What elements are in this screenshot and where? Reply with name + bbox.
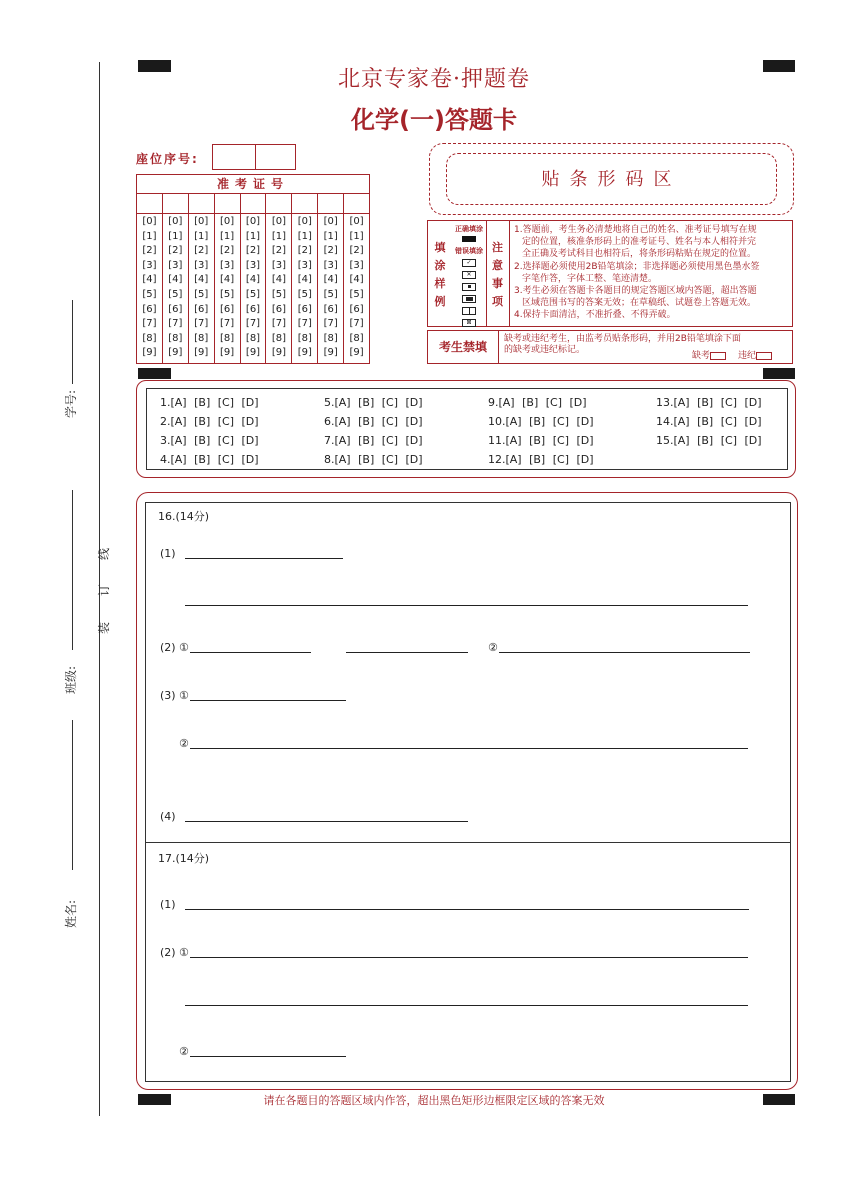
exam-id-digit-bubble[interactable]: [5] bbox=[220, 288, 235, 300]
exam-id-digit-bubble[interactable]: [9] bbox=[168, 347, 183, 359]
seat-number-box[interactable] bbox=[212, 144, 296, 170]
exam-id-digit-bubble[interactable]: [9] bbox=[297, 347, 312, 359]
exam-id-digit-bubble[interactable]: [6] bbox=[297, 303, 312, 315]
vertical-label-char: 填 bbox=[434, 241, 446, 254]
exam-id-digit-bubble[interactable]: [0] bbox=[349, 216, 364, 227]
exam-id-digit-bubble[interactable]: [2] bbox=[349, 245, 364, 257]
choice-question-12[interactable]: 12.[A] [B] [C] [D] bbox=[488, 453, 594, 466]
exam-id-digit-bubble[interactable]: [8] bbox=[142, 332, 157, 344]
q16-part2-answer-line-1[interactable] bbox=[190, 652, 311, 653]
exam-id-digit-bubble[interactable]: [2] bbox=[168, 245, 183, 257]
exam-id-digit-bubble[interactable]: [7] bbox=[168, 318, 183, 330]
q17-title: 17.(14分) bbox=[158, 852, 210, 865]
exam-id-digit-bubble[interactable]: [9] bbox=[271, 347, 286, 359]
exam-id-column bbox=[266, 193, 292, 363]
exam-id-digit-bubble[interactable]: [8] bbox=[271, 332, 286, 344]
forbidden-label: 考生禁填 bbox=[428, 331, 499, 363]
exam-id-column bbox=[189, 193, 215, 363]
forbidden-text-2: 的缺考或违纪标记。 bbox=[504, 345, 586, 355]
exam-id-digit-bubble[interactable]: [7] bbox=[297, 318, 312, 330]
exam-id-digit-bubble[interactable]: [2] bbox=[220, 245, 235, 257]
name-line bbox=[72, 720, 73, 870]
exam-id-digit-options bbox=[189, 215, 214, 361]
wrong-line-icon bbox=[462, 307, 476, 315]
exam-id-grid bbox=[136, 174, 370, 364]
exam-id-digit-bubble[interactable]: [0] bbox=[220, 216, 235, 227]
exam-id-write-cell[interactable] bbox=[344, 193, 369, 214]
exam-id-digit-bubble[interactable]: [5] bbox=[142, 288, 157, 300]
forbidden-box bbox=[427, 330, 793, 364]
q16-part1-answer-line[interactable] bbox=[185, 558, 343, 559]
exam-id-digit-bubble[interactable]: [1] bbox=[349, 230, 364, 242]
exam-id-digit-bubble[interactable]: [5] bbox=[323, 288, 338, 300]
violation-checkbox[interactable] bbox=[756, 352, 772, 360]
exam-id-digit-bubble[interactable]: [4] bbox=[194, 274, 209, 286]
exam-id-digit-bubble[interactable]: [6] bbox=[245, 303, 261, 315]
exam-id-digit-bubble[interactable]: [7] bbox=[323, 318, 338, 330]
exam-id-digit-bubble[interactable]: [9] bbox=[194, 347, 209, 359]
exam-id-digit-bubble[interactable]: [8] bbox=[168, 332, 183, 344]
q17-part2-label: (2) bbox=[160, 946, 176, 959]
exam-id-write-cell[interactable] bbox=[189, 193, 214, 214]
exam-id-digit-bubble[interactable]: [1] bbox=[168, 230, 183, 242]
exam-id-digit-bubble[interactable]: [9] bbox=[245, 347, 261, 359]
exam-id-digit-bubble[interactable]: [4] bbox=[349, 274, 364, 286]
choice-question-5[interactable]: 5.[A] [B] [C] [D] bbox=[324, 396, 423, 409]
exam-id-column bbox=[318, 193, 344, 363]
exam-id-digit-bubble[interactable]: [4] bbox=[271, 274, 286, 286]
binding-text-3: 线 bbox=[97, 547, 111, 560]
exam-id-digit-bubble[interactable]: [1] bbox=[194, 230, 209, 242]
exam-id-digit-options bbox=[292, 215, 317, 361]
exam-id-digit-bubble[interactable]: [5] bbox=[349, 288, 364, 300]
vertical-label-char: 涂 bbox=[434, 259, 446, 272]
exam-id-column bbox=[344, 193, 369, 363]
exam-id-digit-bubble[interactable]: [9] bbox=[349, 347, 364, 359]
q16-part2-answer-line-3[interactable] bbox=[499, 652, 750, 653]
exam-id-digit-bubble[interactable]: [0] bbox=[194, 216, 209, 227]
violation-label: 违纪 bbox=[737, 351, 756, 361]
exam-id-digit-bubble[interactable]: [6] bbox=[349, 303, 364, 315]
notice-line: 字笔作答，字体工整、笔迹清楚。 bbox=[522, 273, 658, 284]
q16-part3-label: (3) bbox=[160, 689, 176, 702]
exam-id-digit-bubble[interactable]: [2] bbox=[297, 245, 312, 257]
choice-question-3[interactable]: 3.[A] [B] [C] [D] bbox=[160, 434, 259, 447]
exam-id-digit-bubble[interactable]: [5] bbox=[297, 288, 312, 300]
exam-id-digit-options bbox=[163, 215, 188, 361]
choice-question-13[interactable]: 13.[A] [B] [C] [D] bbox=[656, 396, 762, 409]
exam-id-label: 准考证号 bbox=[137, 175, 369, 194]
exam-id-digit-bubble[interactable]: [9] bbox=[323, 347, 338, 359]
vertical-label-char: 例 bbox=[434, 295, 446, 308]
exam-id-digit-bubble[interactable]: [7] bbox=[194, 318, 209, 330]
exam-id-digit-bubble[interactable]: [3] bbox=[194, 259, 209, 271]
exam-id-write-cell[interactable] bbox=[292, 193, 317, 214]
notice-line: 3.考生必须在答题卡各题目的规定答题区域内答题，超出答题 bbox=[514, 286, 757, 297]
exam-id-digit-bubble[interactable]: [5] bbox=[168, 288, 183, 300]
exam-id-digit-bubble[interactable]: [3] bbox=[323, 259, 338, 271]
vertical-label-char: 意 bbox=[492, 259, 503, 272]
exam-id-digit-options bbox=[137, 215, 162, 361]
exam-id-digit-bubble[interactable]: [6] bbox=[323, 303, 338, 315]
choice-question-15[interactable]: 15.[A] [B] [C] [D] bbox=[656, 434, 762, 447]
exam-id-digit-bubble[interactable]: [0] bbox=[297, 216, 312, 227]
vertical-label-char: 注 bbox=[492, 241, 503, 254]
notice-line: 2.选择题必须使用2B铅笔填涂；非选择题必须使用黑色墨水签 bbox=[514, 261, 760, 272]
choice-question-14[interactable]: 14.[A] [B] [C] [D] bbox=[656, 415, 762, 428]
exam-id-digit-bubble[interactable]: [2] bbox=[142, 245, 157, 257]
absent-label: 缺考 bbox=[691, 351, 710, 361]
exam-id-write-cell[interactable] bbox=[266, 193, 291, 214]
exam-id-digit-bubble[interactable]: [5] bbox=[194, 288, 209, 300]
example-label bbox=[428, 221, 452, 326]
mid-marker-left bbox=[138, 368, 171, 379]
exam-id-digit-bubble[interactable]: [4] bbox=[245, 274, 261, 286]
q16-part2-label: (2) bbox=[160, 641, 176, 654]
q16-part3-answer-line-2[interactable] bbox=[190, 748, 748, 749]
wrong-fill-label: 错误填涂 bbox=[455, 247, 483, 255]
vertical-label-char: 事 bbox=[492, 277, 503, 290]
exam-id-digit-bubble[interactable]: [7] bbox=[245, 318, 261, 330]
exam-id-column bbox=[241, 193, 267, 363]
notice-box bbox=[427, 220, 793, 327]
exam-id-columns bbox=[137, 193, 369, 363]
answer-section bbox=[145, 502, 791, 1082]
wrong-fill-icons bbox=[462, 259, 476, 327]
choice-question-9[interactable]: 9.[A] [B] [C] [D] bbox=[488, 396, 587, 409]
q16-part2-answer-line-2[interactable] bbox=[346, 652, 468, 653]
exam-id-digit-bubble[interactable]: [1] bbox=[142, 230, 157, 242]
exam-id-digit-options bbox=[344, 215, 369, 361]
exam-id-digit-bubble[interactable]: [8] bbox=[297, 332, 312, 344]
barcode-area: 贴条形码区 bbox=[446, 153, 777, 205]
exam-id-digit-options bbox=[241, 215, 266, 361]
exam-id-digit-bubble[interactable]: [4] bbox=[297, 274, 312, 286]
paper-subtitle: 化学(一)答题卡 bbox=[351, 106, 517, 134]
student-no-label: 学号: bbox=[64, 389, 78, 418]
forbidden-marks bbox=[692, 348, 772, 361]
exam-id-digit-bubble[interactable]: [9] bbox=[142, 347, 157, 359]
exam-id-digit-bubble[interactable]: [2] bbox=[245, 245, 261, 257]
exam-id-column bbox=[215, 193, 241, 363]
attention-label bbox=[486, 221, 510, 326]
q17-part2-answer-line-1[interactable] bbox=[190, 957, 748, 958]
exam-id-digit-bubble[interactable]: [6] bbox=[194, 303, 209, 315]
q16-part4-answer-line[interactable] bbox=[185, 821, 468, 822]
q16-part4-label: (4) bbox=[160, 810, 176, 823]
exam-id-write-cell[interactable] bbox=[215, 193, 240, 214]
student-no-line bbox=[72, 300, 73, 384]
binding-text-2: 订 bbox=[97, 583, 111, 596]
q16-part3-circle2: ② bbox=[179, 737, 189, 750]
exam-id-write-cell[interactable] bbox=[163, 193, 188, 214]
choice-question-6[interactable]: 6.[A] [B] [C] [D] bbox=[324, 415, 423, 428]
exam-id-digit-bubble[interactable]: [6] bbox=[168, 303, 183, 315]
exam-id-digit-bubble[interactable]: [8] bbox=[220, 332, 235, 344]
correct-fill-label: 正确填涂 bbox=[455, 225, 483, 233]
wrong-check-icon: ✓ bbox=[462, 259, 476, 267]
notice-line: 4.保持卡面清洁，不准折叠、不得弄破。 bbox=[514, 310, 676, 321]
notice-line: 区域范围书写的答案无效；在草稿纸、试题卷上答题无效。 bbox=[522, 298, 757, 309]
exam-id-digit-bubble[interactable]: [3] bbox=[271, 259, 286, 271]
exam-id-digit-bubble[interactable]: [3] bbox=[168, 259, 183, 271]
wrong-slash-icon: ⊠ bbox=[462, 319, 476, 327]
q16-part3-circle1: ① bbox=[179, 689, 189, 702]
fill-examples bbox=[452, 221, 487, 326]
footer-note: 请在各题目的答题区域内作答，超出黑色矩形边框限定区域的答案无效 bbox=[263, 1094, 605, 1107]
exam-id-digit-bubble[interactable]: [3] bbox=[245, 259, 261, 271]
exam-id-digit-bubble[interactable]: [7] bbox=[271, 318, 286, 330]
exam-id-digit-bubble[interactable]: [3] bbox=[142, 259, 157, 271]
mid-marker-right bbox=[763, 368, 795, 379]
name-label: 姓名: bbox=[64, 899, 78, 928]
exam-id-write-cell[interactable] bbox=[241, 193, 266, 214]
exam-id-write-cell[interactable] bbox=[318, 193, 343, 214]
q17-part1-answer-line[interactable] bbox=[185, 909, 749, 910]
binding-text-1: 装 bbox=[97, 621, 111, 634]
exam-id-digit-bubble[interactable]: [3] bbox=[297, 259, 312, 271]
choice-question-4[interactable]: 4.[A] [B] [C] [D] bbox=[160, 453, 259, 466]
class-label: 班级: bbox=[64, 665, 78, 694]
notice-line: 全正确及考试科目也相符后，将条形码粘贴在规定的位置。 bbox=[522, 249, 757, 260]
q17-part2-circle2: ② bbox=[179, 1045, 189, 1058]
q16-part2-circle1: ① bbox=[179, 641, 189, 654]
exam-id-digit-bubble[interactable]: [8] bbox=[245, 332, 261, 344]
exam-id-digit-bubble[interactable]: [9] bbox=[220, 347, 235, 359]
exam-id-column bbox=[137, 193, 163, 363]
exam-id-digit-bubble[interactable]: [6] bbox=[142, 303, 157, 315]
q16-part3-answer-line-1[interactable] bbox=[190, 700, 346, 701]
exam-id-digit-bubble[interactable]: [0] bbox=[271, 216, 286, 227]
exam-id-digit-bubble[interactable]: [1] bbox=[245, 230, 261, 242]
exam-id-digit-bubble[interactable]: [5] bbox=[245, 288, 261, 300]
exam-id-digit-bubble[interactable]: [6] bbox=[271, 303, 286, 315]
exam-id-digit-bubble[interactable]: [5] bbox=[271, 288, 286, 300]
notice-line: 定的位置，核准条形码上的准考证号、姓名与本人相符并完 bbox=[522, 237, 757, 248]
vertical-label-char: 项 bbox=[492, 295, 503, 308]
exam-id-digit-bubble[interactable]: [1] bbox=[220, 230, 235, 242]
exam-id-digit-bubble[interactable]: [7] bbox=[349, 318, 364, 330]
exam-id-digit-bubble[interactable]: [8] bbox=[194, 332, 209, 344]
exam-id-digit-bubble[interactable]: [2] bbox=[271, 245, 286, 257]
exam-id-digit-bubble[interactable]: [7] bbox=[142, 318, 157, 330]
exam-id-digit-options bbox=[215, 215, 240, 361]
q16-part2-circle2: ② bbox=[488, 641, 498, 654]
exam-id-digit-bubble[interactable]: [0] bbox=[168, 216, 183, 227]
exam-id-digit-bubble[interactable]: [1] bbox=[297, 230, 312, 242]
wrong-cross-icon: ✕ bbox=[462, 271, 476, 279]
exam-id-digit-bubble[interactable]: [1] bbox=[323, 230, 338, 242]
wrong-dot-icon bbox=[462, 283, 476, 291]
exam-id-digit-bubble[interactable]: [6] bbox=[220, 303, 235, 315]
q16-title: 16.(14分) bbox=[158, 510, 210, 523]
exam-id-digit-bubble[interactable]: [7] bbox=[220, 318, 235, 330]
choice-question-2[interactable]: 2.[A] [B] [C] [D] bbox=[160, 415, 259, 428]
exam-id-digit-options bbox=[318, 215, 343, 361]
paper-title: 北京专家卷·押题卷 bbox=[338, 67, 530, 92]
q17-part1-label: (1) bbox=[160, 898, 176, 911]
question-divider bbox=[145, 842, 791, 843]
vertical-label-char: 样 bbox=[434, 277, 446, 290]
exam-id-digit-options bbox=[266, 215, 291, 361]
choice-question-10[interactable]: 10.[A] [B] [C] [D] bbox=[488, 415, 594, 428]
exam-id-digit-bubble[interactable]: [4] bbox=[220, 274, 235, 286]
forbidden-text-1: 缺考或违纪考生，由监考员贴条形码，并用2B铅笔填涂下面 bbox=[504, 334, 741, 344]
wrong-half-icon bbox=[462, 295, 476, 303]
choice-question-11[interactable]: 11.[A] [B] [C] [D] bbox=[488, 434, 594, 447]
exam-id-digit-bubble[interactable]: [4] bbox=[142, 274, 157, 286]
q16-part1-answer-line-2[interactable] bbox=[185, 605, 748, 606]
seat-label: 座位序号: bbox=[136, 152, 199, 166]
q16-part1-label: (1) bbox=[160, 547, 176, 560]
q17-part2-answer-line-2[interactable] bbox=[185, 1005, 748, 1006]
choice-question-1[interactable]: 1.[A] [B] [C] [D] bbox=[160, 396, 259, 409]
exam-id-write-cell[interactable] bbox=[137, 193, 162, 214]
notice-items bbox=[514, 224, 788, 322]
exam-id-digit-bubble[interactable]: [4] bbox=[323, 274, 338, 286]
notice-line: 1.答题前，考生务必清楚地将自己的姓名、准考证号填写在规 bbox=[514, 225, 757, 235]
exam-id-digit-bubble[interactable]: [0] bbox=[245, 216, 261, 227]
exam-id-digit-bubble[interactable]: [2] bbox=[323, 245, 338, 257]
exam-id-column bbox=[292, 193, 318, 363]
absent-checkbox[interactable] bbox=[710, 352, 726, 360]
exam-id-digit-bubble[interactable]: [2] bbox=[194, 245, 209, 257]
exam-id-digit-bubble[interactable]: [4] bbox=[168, 274, 183, 286]
choice-question-8[interactable]: 8.[A] [B] [C] [D] bbox=[324, 453, 423, 466]
correct-fill-icon bbox=[462, 236, 476, 242]
exam-id-digit-bubble[interactable]: [8] bbox=[349, 332, 364, 344]
exam-id-column bbox=[163, 193, 189, 363]
q17-part2-answer-line-3[interactable] bbox=[190, 1056, 346, 1057]
q17-part2-circle1: ① bbox=[179, 946, 189, 959]
exam-id-digit-bubble[interactable]: [0] bbox=[142, 216, 157, 227]
choice-question-7[interactable]: 7.[A] [B] [C] [D] bbox=[324, 434, 423, 447]
exam-id-digit-bubble[interactable]: [0] bbox=[323, 216, 338, 227]
exam-id-digit-bubble[interactable]: [3] bbox=[220, 259, 235, 271]
exam-id-digit-bubble[interactable]: [8] bbox=[323, 332, 338, 344]
class-line bbox=[72, 490, 73, 650]
exam-id-digit-bubble[interactable]: [1] bbox=[271, 230, 286, 242]
exam-id-digit-bubble[interactable]: [3] bbox=[349, 259, 364, 271]
